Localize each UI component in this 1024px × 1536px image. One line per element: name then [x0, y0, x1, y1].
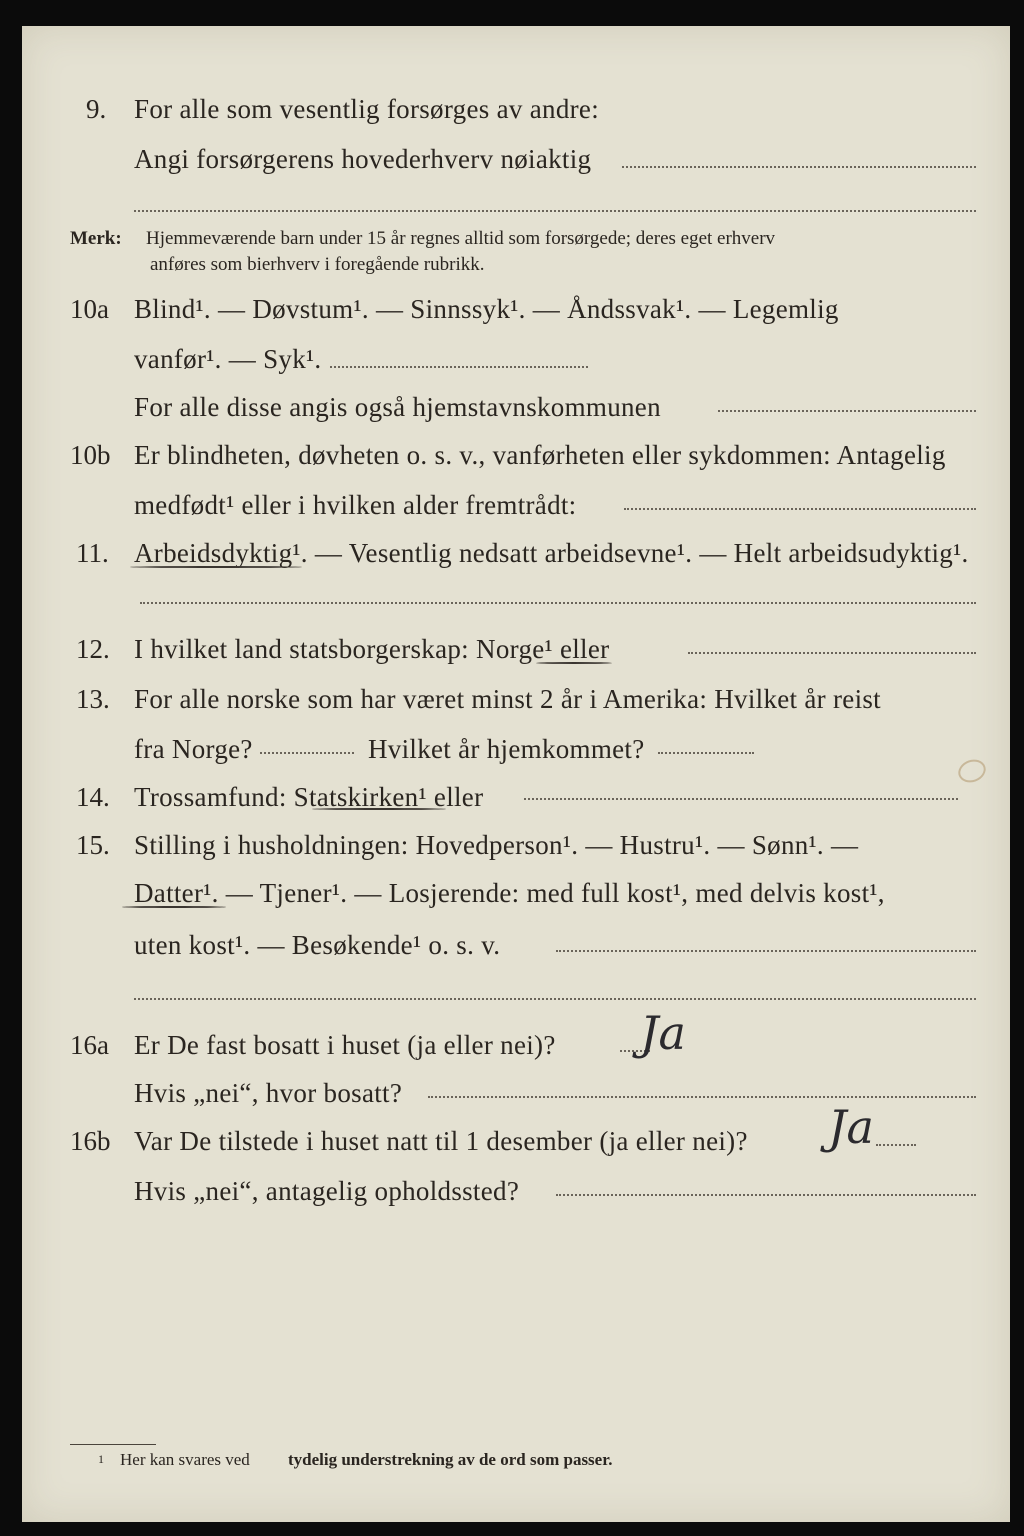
- item-11-line1: Arbeidsdyktig¹. — Vesentlig nedsatt arbeidsevne¹. — Helt arbeidsudyktig¹.: [134, 538, 969, 568]
- item-11-number: 11.: [76, 538, 109, 568]
- item-16b-number: 16b: [70, 1126, 111, 1156]
- item-10a-line2: vanfør¹. — Syk¹.: [134, 344, 322, 374]
- item-15-answer-line-2[interactable]: [134, 998, 976, 1000]
- item-10b-line1: Er blindheten, døvheten o. s. v., vanførheten eller sykdommen: Antagelig: [134, 440, 946, 470]
- merk-label: Merk:: [70, 228, 122, 249]
- item-15-answer-line[interactable]: [556, 950, 976, 952]
- footnote-rule: [70, 1444, 156, 1445]
- item-16a-line1: Er De fast bosatt i huset (ja eller nei)?: [134, 1030, 556, 1060]
- item-15-line2: Datter¹. — Tjener¹. — Losjerende: med full kost¹, med delvis kost¹,: [134, 878, 885, 908]
- item-16b-answer-line[interactable]: [876, 1144, 916, 1146]
- item-15-underline-mark: [122, 906, 226, 908]
- item-10a-line1: Blind¹. — Døvstum¹. — Sinnssyk¹. — Åndssvak¹. — Legemlig: [134, 294, 839, 324]
- item-10a-answer-line[interactable]: [330, 366, 588, 368]
- census-form-page: [22, 26, 1010, 1522]
- merk-line1: Hjemmeværende barn under 15 år regnes alltid som forsørgede; deres eget erhverv: [146, 228, 776, 249]
- item-10a-hjemstavn-line[interactable]: [718, 410, 976, 412]
- item-9-number: 9.: [86, 94, 107, 124]
- footnote-mark: 1: [98, 1452, 104, 1466]
- item-13-line2a: fra Norge?: [134, 734, 253, 764]
- merk-line2: anføres som bierhverv i foregående rubrikk.: [150, 254, 485, 275]
- item-10b-answer-line[interactable]: [624, 508, 976, 510]
- item-15-line3: uten kost¹. — Besøkende¹ o. s. v.: [134, 930, 501, 960]
- item-14-answer-line[interactable]: [524, 798, 958, 800]
- item-14-line1: Trossamfund: Statskirken¹ eller: [134, 782, 484, 812]
- item-14-underline-mark: [312, 808, 446, 810]
- item-13-reist-line[interactable]: [260, 752, 354, 754]
- item-12-line1: I hvilket land statsborgerskap: Norge¹ eller: [134, 634, 610, 664]
- item-16a-line2: Hvis „nei“, hvor bosatt?: [134, 1078, 403, 1108]
- item-14-number: 14.: [76, 782, 110, 812]
- item-10b-number: 10b: [70, 440, 111, 470]
- item-13-number: 13.: [76, 684, 110, 714]
- item-16b-line1: Var De tilstede i huset natt til 1 desember (ja eller nei)?: [134, 1126, 748, 1156]
- item-9-line1: For alle som vesentlig forsørges av andre:: [134, 94, 599, 124]
- item-16a-bosatt-line[interactable]: [428, 1096, 976, 1098]
- item-9-answer-line-2[interactable]: [134, 210, 976, 212]
- item-10a-number: 10a: [70, 294, 109, 324]
- footnote-text-bold: tydelig understrekning av de ord som passer.: [288, 1450, 613, 1469]
- item-16a-number: 16a: [70, 1030, 109, 1060]
- item-16b-line2: Hvis „nei“, antagelig opholdssted?: [134, 1176, 520, 1206]
- item-13-line2b: Hvilket år hjemkommet?: [368, 734, 645, 764]
- item-10b-line2: medfødt¹ eller i hvilken alder fremtrådt:: [134, 490, 577, 520]
- item-11-underline-mark: [130, 566, 302, 568]
- item-13-hjemkommet-line[interactable]: [658, 752, 754, 754]
- item-13-line1: For alle norske som har været minst 2 år i Amerika: Hvilket år reist: [134, 684, 881, 714]
- item-9-answer-line[interactable]: [622, 166, 976, 168]
- item-12-answer-line[interactable]: [688, 652, 976, 654]
- item-16b-opholdssted-line[interactable]: [556, 1194, 976, 1196]
- item-12-number: 12.: [76, 634, 110, 664]
- item-12-underline-mark: [536, 662, 612, 664]
- item-15-number: 15.: [76, 830, 110, 860]
- item-15-line1: Stilling i husholdningen: Hovedperson¹. — Hustru¹. — Sønn¹. —: [134, 830, 859, 860]
- item-10a-line3: For alle disse angis også hjemstavnskommunen: [134, 392, 661, 422]
- item-11-answer-line[interactable]: [140, 602, 976, 604]
- item-9-line2: Angi forsørgerens hovederhverv nøiaktig: [134, 144, 592, 174]
- item-16b-handwritten-answer: Ja: [828, 1100, 874, 1154]
- item-16a-handwritten-answer: Ja: [640, 1006, 686, 1060]
- footnote-text-plain: Her kan svares ved: [120, 1450, 250, 1469]
